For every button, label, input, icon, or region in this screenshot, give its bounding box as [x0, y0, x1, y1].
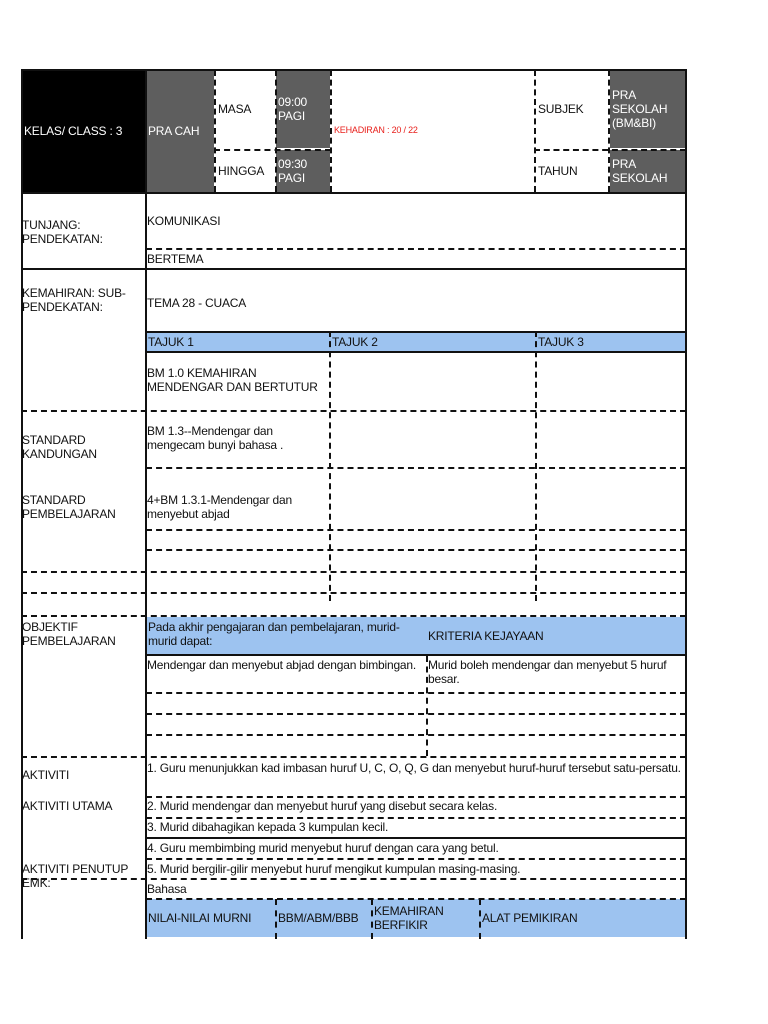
- grid-line: [21, 410, 686, 412]
- aktiviti-step-5: 5. Murid bergilir-gilir menyebut huruf mengikut kumpulan masing-masing.: [147, 862, 521, 876]
- grid-line: [608, 70, 610, 192]
- table-right-border: [685, 69, 687, 939]
- grid-line: [275, 899, 277, 939]
- tajuk-1: TAJUK 1: [146, 332, 330, 351]
- grid-line: [329, 331, 331, 601]
- kriteria-text: Murid boleh mendengar dan menyebut 5 huruf besar.: [428, 658, 667, 686]
- tahun-value: PRA SEKOLAH: [610, 150, 686, 192]
- grid-line: [146, 248, 686, 250]
- grid-line: [21, 268, 687, 270]
- table-top-border: [21, 69, 687, 71]
- grid-line: [371, 899, 373, 939]
- emk-value: Bahasa: [147, 882, 187, 896]
- grid-line: [534, 149, 686, 151]
- table-left-border: [21, 69, 23, 939]
- grid-line: [214, 70, 216, 192]
- grid-line: [146, 713, 686, 715]
- kelas-label: KELAS/ CLASS : 3: [22, 70, 146, 192]
- grid-line: [146, 817, 686, 819]
- kriteria-header: KRITERIA KEJAYAAN: [426, 617, 686, 654]
- grid-line: [146, 351, 686, 353]
- grid-line: [146, 331, 686, 333]
- subjek-label: SUBJEK: [538, 102, 584, 116]
- aktiviti-step-4: 4. Guru membimbing murid menyebut huruf dengan cara yang betul.: [147, 841, 499, 855]
- grid-line: [146, 654, 686, 656]
- grid-line: [146, 549, 686, 551]
- aktiviti-step-1: 1. Guru menunjukkan kad imbasan huruf U, C, O, Q, G dan menyebut huruf-huruf tersebut satu-persatu.: [147, 761, 681, 775]
- grid-line: [146, 734, 686, 736]
- hingga-value: 09:30 PAGI: [276, 150, 330, 192]
- tunjang-value: KOMUNIKASI: [147, 214, 221, 228]
- aktiviti-label: AKTIVITI: [22, 768, 70, 782]
- grid-line: [21, 592, 686, 594]
- grid-line: [426, 656, 428, 756]
- grid-line: [21, 615, 686, 617]
- alat-pemikiran-header: ALAT PEMIKIRAN: [480, 899, 686, 937]
- standard-kandungan-value: BM 1.3--Mendengar dan mengecam bunyi bahasa .: [147, 424, 284, 452]
- grid-line: [330, 70, 332, 192]
- tahun-label: TAHUN: [538, 164, 578, 178]
- bm-kemahiran: BM 1.0 KEMAHIRAN MENDENGAR DAN BERTUTUR: [147, 366, 318, 394]
- kemahiran-berfikir-header: KEMAHIRAN BERFIKIR: [372, 899, 480, 937]
- tema-value: TEMA 28 - CUACA: [147, 296, 247, 310]
- grid-line: [146, 898, 686, 900]
- grid-line: [21, 878, 686, 880]
- standard-pembelajaran-value: 4+BM 1.3.1-Mendengar dan menyebut abjad: [147, 493, 292, 521]
- grid-line: [534, 70, 536, 192]
- grid-line: [275, 70, 277, 192]
- subjek-value: PRA SEKOLAH (BM&BI): [610, 70, 686, 148]
- objektif-label: OBJEKTIF PEMBELAJARAN: [22, 620, 116, 648]
- nilai-murni-header: NILAI-NILAI MURNI: [146, 899, 276, 937]
- standard-pembelajaran-label: STANDARD PEMBELAJARAN: [22, 493, 116, 521]
- aktiviti-step-2: 2. Murid mendengar dan menyebut huruf yang disebut secara kelas.: [147, 799, 498, 813]
- tajuk-3: TAJUK 3: [536, 332, 686, 351]
- grid-line: [146, 692, 686, 694]
- grid-line: [214, 149, 331, 151]
- grid-line: [535, 331, 537, 601]
- kemahiran-label: KEMAHIRAN: SUB-PENDEKATAN:: [22, 286, 126, 314]
- kelas-value: PRA CAH: [146, 70, 214, 192]
- standard-kandungan-label: STANDARD KANDUNGAN: [22, 433, 97, 461]
- grid-line: [479, 899, 481, 939]
- hingga-label: HINGGA: [218, 164, 265, 178]
- bbm-header: BBM/ABM/BBB: [276, 899, 372, 937]
- tajuk-2: TAJUK 2: [330, 332, 536, 351]
- tunjang-label: TUNJANG: PENDEKATAN:: [22, 218, 103, 246]
- grid-line: [21, 571, 686, 573]
- masa-label: MASA: [218, 102, 252, 116]
- grid-line: [146, 858, 686, 860]
- pendekatan-value: BERTEMA: [147, 252, 204, 266]
- objektif-header: Pada akhir pengajaran dan pembelajaran, murid-murid dapat:: [146, 617, 426, 654]
- label-column-divider: [145, 70, 147, 939]
- kehadiran-text: KEHADIRAN : 20 / 22: [334, 125, 418, 135]
- grid-line: [21, 756, 686, 758]
- grid-line: [146, 796, 686, 798]
- masa-value: 09:00 PAGI: [276, 70, 330, 148]
- grid-line: [146, 837, 686, 839]
- aktiviti-penutup-label: AKTIVITI PENUTUP: [22, 862, 129, 876]
- aktiviti-utama-label: AKTIVITI UTAMA: [22, 799, 113, 813]
- grid-line: [146, 467, 686, 469]
- emk-label: EMK:: [22, 876, 51, 890]
- header-bottom-border: [21, 192, 687, 194]
- grid-line: [146, 529, 686, 531]
- objective-text: Mendengar dan menyebut abjad dengan bimbingan.: [147, 658, 417, 672]
- aktiviti-step-3: 3. Murid dibahagikan kepada 3 kumpulan kecil.: [147, 820, 389, 834]
